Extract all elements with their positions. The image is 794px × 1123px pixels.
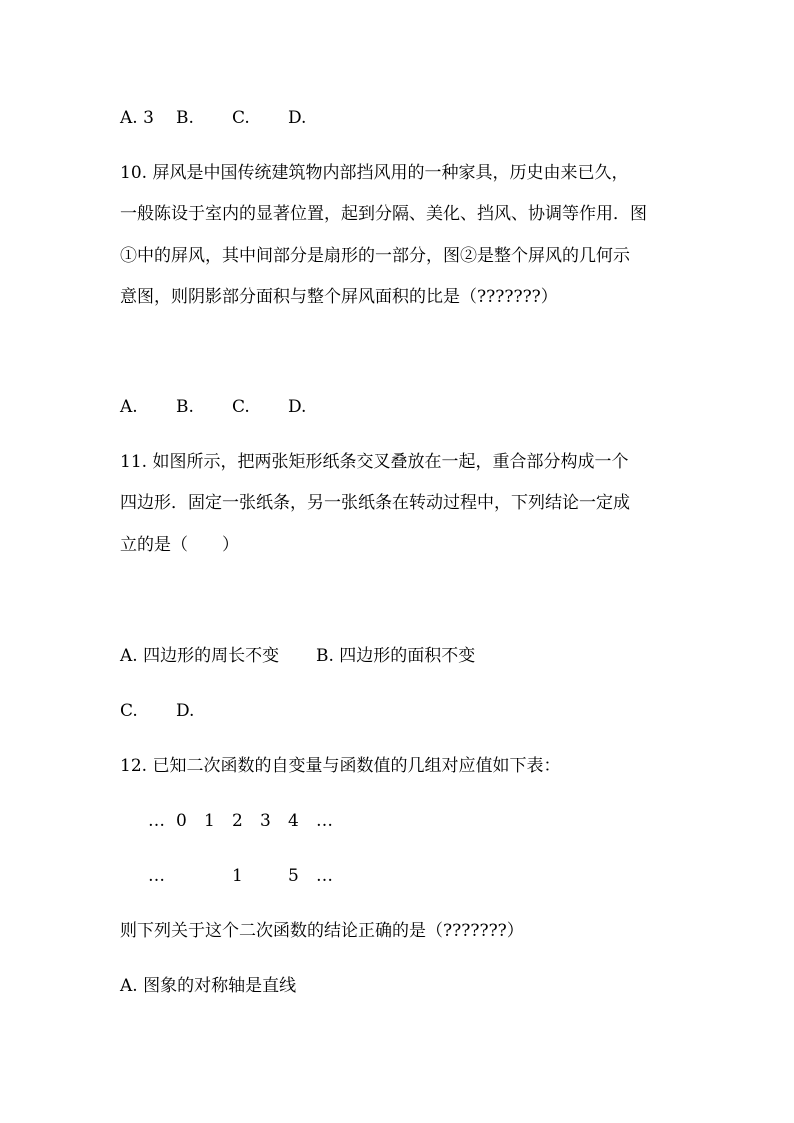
q11-option-b[interactable]: B. 四边形的面积不变 — [316, 646, 476, 666]
table-cell: 0 — [176, 811, 187, 831]
table-cell: 3 — [260, 811, 271, 831]
q11-option-d[interactable]: D. — [176, 701, 195, 721]
table-cell: 5 — [288, 866, 299, 886]
q11-line-2: 四边形．固定一张纸条，另一张纸条在转动过程中，下列结论一定成 — [120, 493, 630, 513]
q10-option-a[interactable]: A. — [120, 397, 138, 417]
q11-option-c[interactable]: C. — [120, 701, 138, 721]
q9-option-a[interactable]: A. 3 — [120, 108, 154, 128]
q9-option-d[interactable]: D. — [288, 108, 307, 128]
q11-line-3: 立的是（ ） — [120, 535, 239, 555]
q9-option-b[interactable]: B. — [176, 108, 194, 128]
table-cell: 2 — [232, 811, 243, 831]
q10-option-d[interactable]: D. — [288, 397, 307, 417]
q10-line-3: ①中的屏风，其中间部分是扇形的一部分，图②是整个屏风的几何示 — [120, 246, 630, 266]
table-cell: … — [148, 811, 165, 831]
table-cell: … — [148, 866, 165, 886]
q10-line-2: 一般陈设于室内的显著位置，起到分隔、美化、挡风、协调等作用．图 — [120, 204, 647, 224]
table-cell: … — [316, 866, 333, 886]
q10-option-b[interactable]: B. — [176, 397, 194, 417]
q12-option-a[interactable]: A. 图象的对称轴是直线 — [120, 976, 297, 996]
q12-question: 则下列关于这个二次函数的结论正确的是（???????） — [120, 921, 524, 941]
q10-line-4: 意图，则阴影部分面积与整个屏风面积的比是（???????） — [120, 287, 558, 307]
table-cell: 4 — [288, 811, 299, 831]
table-cell: 1 — [204, 811, 215, 831]
q12-intro: 12. 已知二次函数的自变量与函数值的几组对应值如下表： — [120, 756, 561, 776]
q10-line-1: 10. 屏风是中国传统建筑物内部挡风用的一种家具，历史由来已久， — [120, 163, 629, 183]
table-cell: … — [316, 811, 333, 831]
q9-option-c[interactable]: C. — [232, 108, 250, 128]
q11-option-a[interactable]: A. 四边形的周长不变 — [120, 646, 280, 666]
q10-option-c[interactable]: C. — [232, 397, 250, 417]
table-cell: 1 — [232, 866, 243, 886]
q11-line-1: 11. 如图所示，把两张矩形纸条交叉叠放在一起，重合部分构成一个 — [120, 452, 629, 472]
